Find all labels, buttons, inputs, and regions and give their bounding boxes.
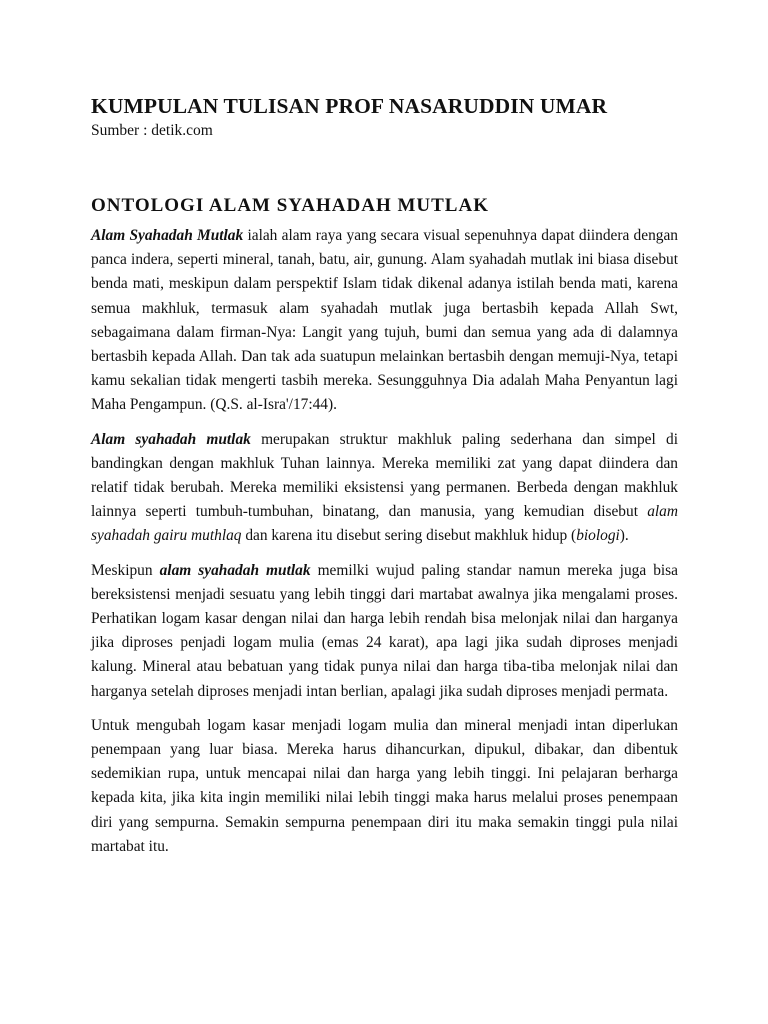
document-page (91, 92, 678, 859)
p3-body: memilki wujud paling standar namun mereka juga bisa bereksistensi menjadi sesuatu yang lebih tinggi dari martabat awalnya jika mengalami proses. Perhatikan logam kasar dengan nilai dan harga lebih rendah bisa melonjak nilai dan harganya jika diproses penjadi logam mulia (emas 24 karat), apa lagi jika sudah diproses menjadi kalung. Mineral atau bebatuan yang tidak punya nilai dan harga tiba-tiba melonjak nilai dan harganya setelah diproses menjadi intan berlian, apalagi jika sudah diproses menjadi permata. (91, 561, 678, 700)
p2-lead-text: Alam syahadah mutlak (91, 430, 251, 448)
p2-lead-term (91, 431, 251, 448)
paragraph-1 (91, 224, 678, 418)
p2-italic-term: alam syahadah gairu muthlaq (91, 503, 678, 545)
p1-body: ialah alam raya yang secara visual sepenuhnya dapat diindera dengan panca indera, seperti mineral, tanah, batu, air, gunung. Alam syahadah mutlak ini biasa disebut benda mati, meskipun dalam perspektif Islam tidak dikenal adanya istilah benda mati, karena semua makhluk, termasuk alam syahadah mutlak juga bertasbih kepada Allah Swt, sebagaimana dalam firman-Nya: Langit yang tujuh, bumi dan semua yang ada di dalamnya bertasbih kepada Allah. Dan tak ada suatupun melainkan bertasbih dengan memuji-Nya, tetapi kamu sekalian tidak mengerti tasbih mereka. Sesungguhnya Dia adalah Maha Penyantun lagi Maha Pengampun. (Q.S. al-Isra'/17:44). (91, 227, 679, 414)
paragraph-4: Untuk mengubah logam kasar menjadi logam mulia dan mineral menjadi intan diperlukan penempaan yang luar biasa. Mereka harus dihancurkan, dipukul, dibakar, dan dibentuk sedemikian rupa, untuk mencapai nilai dan harga yang lebih tinggi. Ini pelajaran berharga kepada kita, jika kita ingin memiliki nilai lebih tinggi maka harus melalui proses penempaan diri yang sempurna. Semakin sempurna penempaan diri itu maka semakin tinggi pula nilai martabat itu. (91, 716, 678, 855)
p2-body-1: merupakan struktur makhluk paling sederhana dan simpel di bandingkan dengan makhluk Tuhan lainnya. Mereka memiliki zat yang dapat diindera dan relatif tidak berubah. Mereka memiliki eksistensi yang permanen. Berbeda dengan makhluk lainnya seperti tumbuh-tumbuhan, binatang, dan manusia, yang kemudian disebut (91, 430, 678, 521)
p2-body-2: dan karena itu disebut sering disebut makhluk hidup ( (241, 527, 577, 545)
p1-lead-text: Alam Syahadah Mutlak (91, 227, 244, 244)
p1-lead-term (91, 227, 243, 244)
p3-lead-text: alam syahadah mutlak (159, 561, 311, 579)
p2-italic-term-2: biologi (576, 527, 620, 545)
p3-lead-term (160, 562, 311, 579)
p3-pre: Meskipun (91, 561, 160, 579)
document-title: KUMPULAN TULISAN PROF NASARUDDIN UMAR (91, 94, 608, 118)
p2-body-3: ). (619, 527, 629, 545)
paragraph-2 (91, 428, 678, 549)
section-title: ONTOLOGI ALAM SYAHADAH MUTLAK (91, 195, 489, 216)
paragraph-3 (91, 559, 678, 704)
source-line: Sumber : detik.com (91, 122, 213, 139)
